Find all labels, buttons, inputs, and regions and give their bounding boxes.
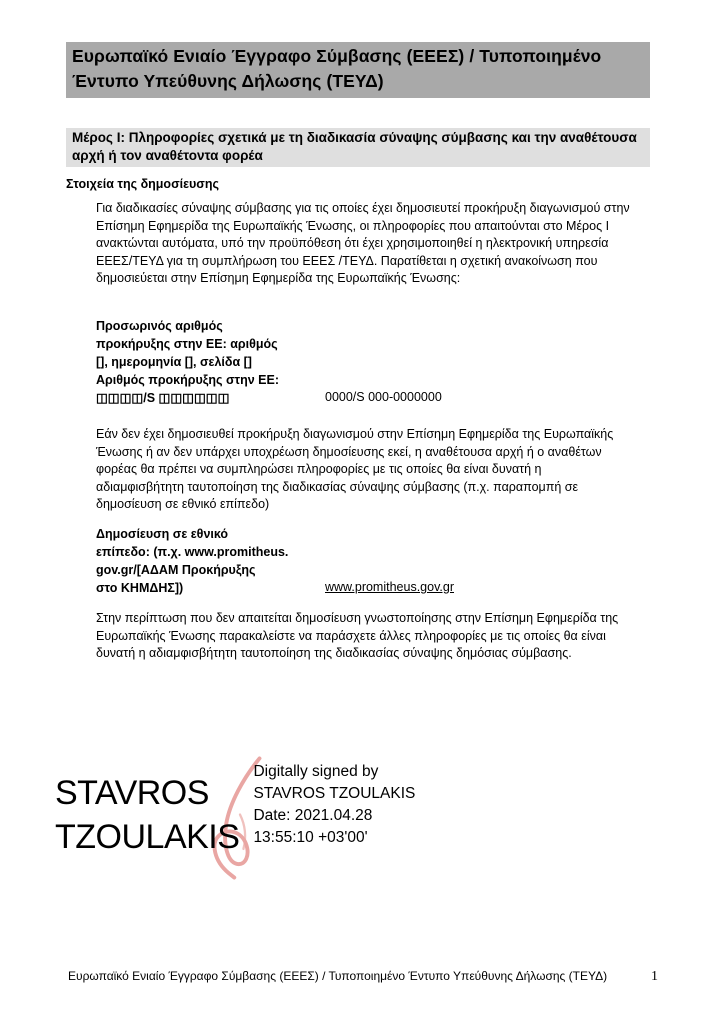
signature-details-line: STAVROS TZOULAKIS [253, 785, 416, 802]
document-title-bar [66, 42, 650, 98]
national-label-line: επίπεδο: (π.χ. www.promitheus. [96, 544, 289, 559]
signature-details [253, 755, 415, 849]
signatory-name [55, 755, 239, 859]
field-national-publication [96, 525, 650, 597]
signature-details-line: Date: 2021.04.28 [253, 807, 373, 824]
page-footer [68, 969, 658, 985]
document-title: Ευρωπαϊκό Ενιαίο Έγγραφο Σύμβασης (ΕΕΕΣ) / Τυποποιημένο Έντυπο Υπεύθυνης Δήλωσης (ΤΕΥΔ) [72, 46, 602, 91]
ojeu-field-label [96, 317, 325, 407]
ojeu-label-line: [], ημερομηνία [], σελίδα [] [96, 354, 252, 369]
national-publication-link[interactable]: www.promitheus.gov.gr [325, 579, 454, 594]
national-label-line: στο ΚΗΜΔΗΣ]) [96, 580, 184, 595]
footer-document-title: Ευρωπαϊκό Ενιαίο Έγγραφο Σύμβασης (ΕΕΕΣ) / Τυποποιημένο Έντυπο Υπεύθυνης Δήλωσης (ΤΕΥΔ) [68, 969, 608, 983]
national-label-line: gov.gr/[ΑΔΑΜ Προκήρυξης [96, 562, 256, 577]
signatory-name-line: STAVROS [55, 774, 209, 812]
national-field-label [96, 525, 325, 597]
page-number: 1 [651, 969, 658, 984]
publication-section-heading: Στοιχεία της δημοσίευσης [66, 177, 219, 191]
ojeu-label-line: Αριθμός προκήρυξης στην ΕΕ: [96, 372, 280, 387]
paragraph-publication-info: Για διαδικασίες σύναψης σύμβασης για τις οποίες έχει δημοσιευτεί προκήρυξη διαγωνισμού στην Επίσημη Εφημερίδα της Ευρωπαϊκής Ένωσης, οι πληροφορίες που απαιτούνται στο Μέρος Ι ανακτώνται αυτόματα, υπό την προϋπόθεση ότι έχει χρησιμοποιηθεί η ηλεκτρονική υπηρεσία ΕΕΕΣ/ΤΕΥΔ για τη συμπλήρωση του ΕΕΕΣ /ΤΕΥΔ. Παρατίθεται η σχετική ανακοίνωση που δημοσιεύεται στην Επίσημη Εφημερίδα της Ευρωπαϊκής Ένωσης: [96, 201, 630, 286]
part1-heading: Μέρος Ι: Πληροφορίες σχετικά με τη διαδικασία σύναψης σύμβασης και την αναθέτουσα αρχή ή τον αναθέτοντα φορέα [72, 130, 637, 163]
part1-header-bar [66, 128, 650, 167]
ojeu-number-placeholder-boxes: ◫◫◫◫/S ◫◫◫◫◫◫ [96, 390, 230, 405]
signature-details-line: 13:55:10 +03'00' [253, 829, 368, 846]
field-ojeu-notice-number [96, 317, 650, 407]
ojeu-notice-number-value: 0000/S 000-0000000 [325, 389, 442, 404]
ojeu-label-line: Προσωρινός αριθμός [96, 318, 223, 333]
digital-signature-block[interactable] [55, 755, 415, 859]
signatory-name-line: TZOULAKIS [55, 818, 240, 856]
paragraph-no-ojeu-publication: Εάν δεν έχει δημοσιευθεί προκήρυξη διαγωνισμού στην Επίσημη Εφημερίδα της Ευρωπαϊκής Ένωσης ή αν δεν υπάρχει υποχρέωση δημοσίευσης εκεί, η αναθέτουσα αρχή ή ο αναθέτων φορέας θα πρέπει να συμπληρώσει πληροφορίες με τις οποίες θα είναι δυνατή η αδιαμφισβήτητη ταυτοποίηση της διαδικασίας σύναψης σύμβασης (π.χ. παραπομπή σε δημοσίευση σε εθνικό επίπεδο) [96, 426, 614, 512]
paragraph-no-notice-required: Στην περίπτωση που δεν απαιτείται δημοσίευση γνωστοποίησης στην Επίσημη Εφημερίδα της Ευρωπαϊκής Ένωσης παρακαλείστε να παράσχετε άλλες πληροφορίες με τις οποίες θα είναι δυνατή η αδιαμφισβήτητη ταυτοποίηση της διαδικασίας σύναψης δημόσιας σύμβασης. [96, 610, 619, 661]
ojeu-label-line: προκήρυξης στην ΕΕ: αριθμός [96, 336, 278, 351]
signature-details-line: Digitally signed by [253, 763, 379, 780]
national-label-line: Δημοσίευση σε εθνικό [96, 526, 229, 541]
